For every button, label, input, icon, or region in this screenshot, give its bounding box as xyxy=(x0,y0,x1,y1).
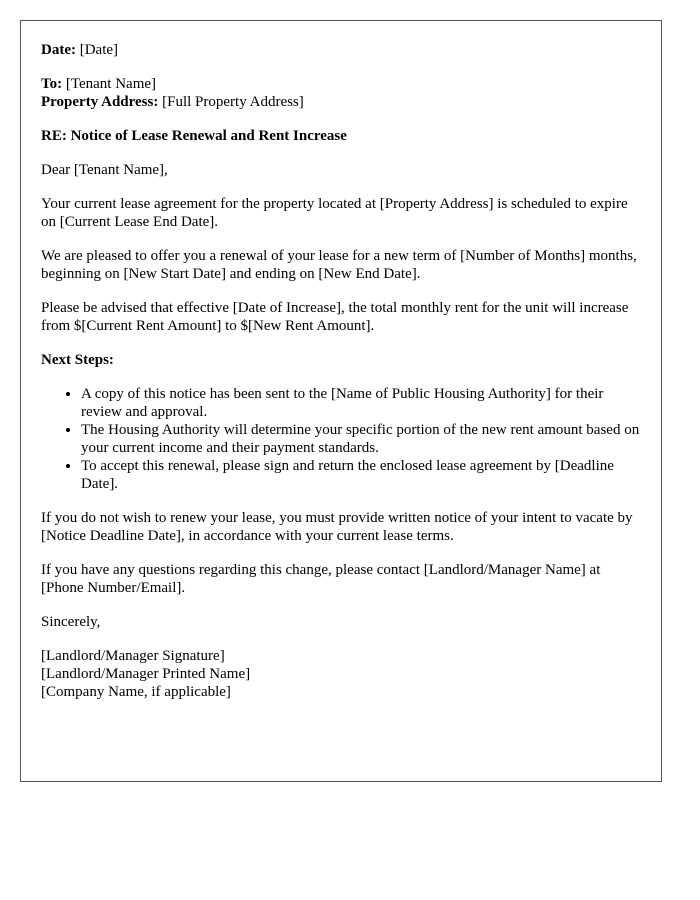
to-label: To: xyxy=(41,76,63,92)
signature-line: [Landlord/Manager Signature] xyxy=(41,648,225,664)
list-item: • A copy of this notice has been sent to the [Name of Public Housing Authority] for their review and approval. xyxy=(81,385,641,421)
paragraph-notice-to-vacate: If you do not wish to renew your lease, you must provide written notice of your intent to vacate by [Notice Deadline Date], in accordance with your current lease terms. xyxy=(41,510,633,544)
list-item: • To accept this renewal, please sign and return the enclosed lease agreement by [Deadline Date]. xyxy=(81,457,641,493)
date-value: [Date] xyxy=(79,42,119,58)
paragraph-rent-increase: Please be advised that effective [Date of Increase], the total monthly rent for the unit will increase from $[Current Rent Amount] to $[New Rent Amount]. xyxy=(41,300,629,334)
next-steps-heading: Next Steps: xyxy=(41,352,114,368)
property-address-line xyxy=(41,93,641,111)
list-item: • The Housing Authority will determine your specific portion of the new rent amount based on your current income and their payment standards. xyxy=(81,421,641,457)
recipient-line xyxy=(41,75,641,93)
next-steps-list xyxy=(41,385,641,493)
property-address-value: [Full Property Address] xyxy=(162,94,304,110)
recipient-name: [Tenant Name] xyxy=(65,76,157,92)
signature-block xyxy=(41,647,641,701)
paragraph-lease-expiry: Your current lease agreement for the property located at [Property Address] is scheduled to expire on [Current Lease End Date]. xyxy=(41,196,628,230)
date-line xyxy=(41,41,641,59)
printed-name-line: [Landlord/Manager Printed Name] xyxy=(41,666,251,682)
paragraph-contact: If you have any questions regarding this change, please contact [Landlord/Manager Name] at [Phone Number/Email]. xyxy=(41,562,601,596)
letter-page xyxy=(20,20,662,782)
date-label: Date: xyxy=(41,42,76,58)
salutation: Dear [Tenant Name], xyxy=(41,162,168,178)
signoff: Sincerely, xyxy=(41,614,101,630)
property-address-label: Property Address: xyxy=(41,94,159,110)
subject-line: RE: Notice of Lease Renewal and Rent Increase xyxy=(41,128,347,144)
company-name-line: [Company Name, if applicable] xyxy=(41,684,231,700)
paragraph-renewal-offer: We are pleased to offer you a renewal of your lease for a new term of [Number of Months] months, beginning on [New Start Date] and ending on [New End Date]. xyxy=(41,248,637,282)
